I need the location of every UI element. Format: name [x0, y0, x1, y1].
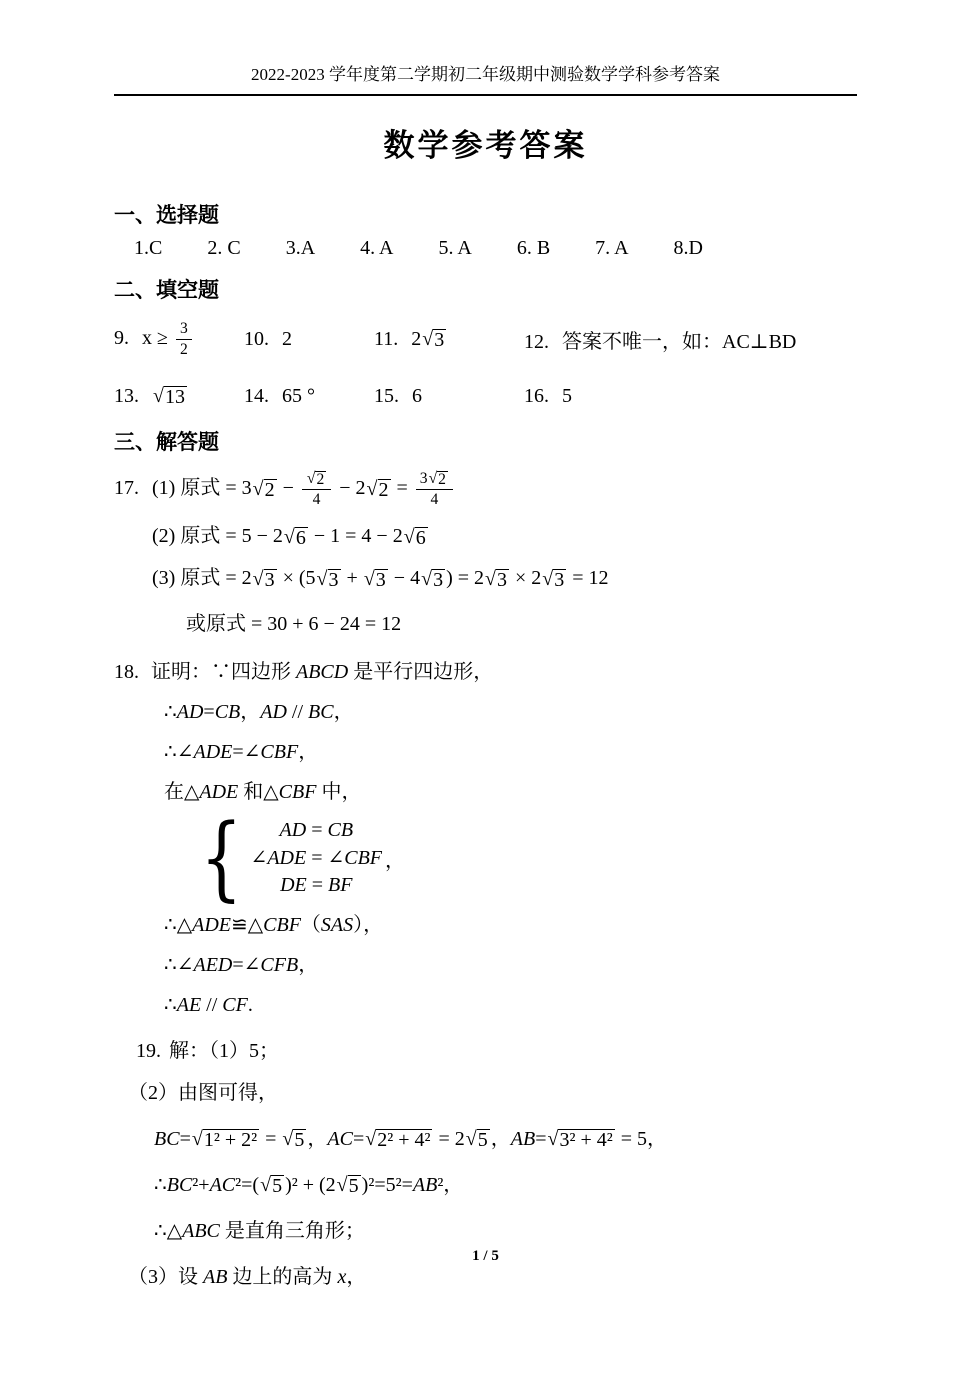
- solution-line: 17. (1) 原式 = 3 √ 2 − √ 2 4 − 2 √ 2 = 3 √ 2 4: [114, 470, 857, 509]
- solution-line: （2）由图可得，: [128, 1082, 278, 1105]
- system-equation: ∠ADE = ∠CBF: [250, 846, 383, 869]
- choice-answers-row: [134, 237, 857, 260]
- solution-line: 在△ADE 和△CBF 中，: [164, 781, 362, 804]
- document-title: 数学参考答案: [383, 128, 588, 163]
- fill-answer: 14. 65 °: [244, 385, 315, 408]
- choice-answer: 7. A: [595, 237, 629, 259]
- choice-answer: 2. C: [207, 237, 241, 259]
- choice-answer: 5. A: [438, 237, 472, 259]
- choice-answer: 6. B: [516, 237, 551, 259]
- fill-answer: 12. 答案不唯一，如：AC⊥BD: [524, 330, 797, 353]
- fill-answer: 10. 2: [244, 327, 292, 350]
- system-equation: AD = CB: [279, 819, 354, 842]
- problem-18: [114, 657, 857, 1020]
- fill-answer: 13. √ 13: [114, 384, 185, 409]
- solution-line: ∴AD=CB，AD // BC，: [164, 701, 354, 724]
- page-number: 1 / 5: [472, 1248, 499, 1264]
- solution-line: ∴AE // CF.: [164, 994, 253, 1017]
- section-heading-solve: 三、解答题: [114, 430, 219, 455]
- solution-line: 或原式 = 30 + 6 − 24 = 12: [186, 613, 402, 636]
- fill-answer: 11. 2 √ 3: [374, 327, 445, 352]
- system-equation: DE = BF: [280, 874, 353, 897]
- solution-line: ∴△ABC 是直角三角形；: [154, 1220, 365, 1243]
- solution-line: 18. 证明：∵四边形 ABCD 是平行四边形，: [114, 661, 494, 684]
- solution-line: ∴BC²+AC²=( √ 5 )² + (2 √ 5 )²=5²=AB²，: [154, 1174, 464, 1198]
- solution-line: ∴∠AED=∠CFB，: [164, 954, 319, 977]
- fill-answers-grid: [114, 320, 857, 408]
- fill-answer: 16. 5: [524, 385, 572, 408]
- section-heading-choice: 一、选择题: [114, 203, 219, 227]
- choice-answer: 3.A: [285, 237, 316, 259]
- solution-line: (3) 原式 = 2 √ 3 × (5 √ 3 + √ 3 − 4 √ 3 ) = 2 √ 3 × 2 √ 3 = 12: [152, 567, 609, 591]
- choice-answer: 1.C: [134, 237, 163, 259]
- solution-line: ∴△ADE≌△CBF（SAS），: [164, 914, 384, 937]
- system-brace: {: [200, 804, 243, 912]
- fill-answer: 15. 6: [374, 385, 422, 408]
- choice-answer: 8.D: [673, 237, 703, 259]
- page-header: 2022-2023 学年度第二学期初二年级期中测验数学学科参考答案: [114, 60, 857, 96]
- system-equations: [251, 817, 382, 900]
- solution-line: BC= √ 1² + 2² = √ 5 ，AC= √ 2² + 4² = 2 √ 5 ，AB= √ 3² + 4² = 5，: [154, 1128, 668, 1152]
- system-comma: ，: [385, 850, 406, 873]
- fill-answer: 9. x ≥ $\frac{3}{2}$: [114, 320, 244, 359]
- equation-system: [192, 804, 857, 912]
- solution-line: (2) 原式 = 5 − 2 √ 6 − 1 = 4 − 2 √ 6: [152, 525, 426, 549]
- solution-line: ∴∠ADE=∠CBF，: [164, 741, 319, 764]
- solution-line: 19. 解：（1）5；: [136, 1040, 279, 1063]
- choice-answer: 4. A: [360, 237, 394, 259]
- problem-17: [114, 470, 857, 639]
- solution-line: （3）设 AB 边上的高为 x，: [128, 1266, 367, 1289]
- section-heading-fill: 二、填空题: [114, 278, 219, 302]
